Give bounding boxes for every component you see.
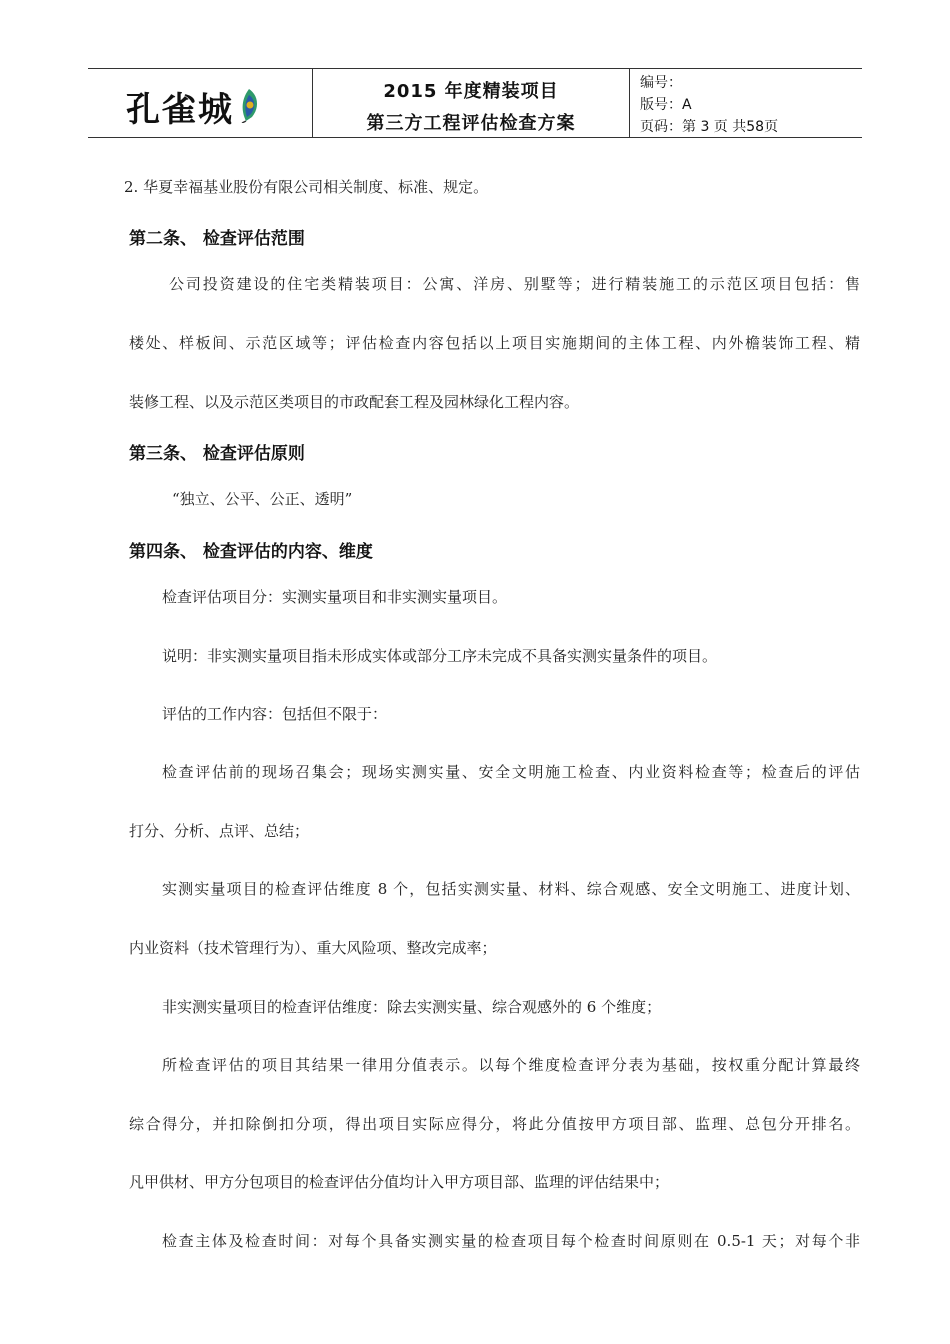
doc-version: 版号：A [640,97,692,113]
article-4-para7-line1: 所检查评估的项目其结果一律用分值表示。以每个维度检查评分表为基础，按权重分配计算最终 [162,1056,860,1074]
list-item-2: 2. 华夏幸福基业股份有限公司相关制度、标准、规定。 [124,178,489,196]
article-4-para3: 评估的工作内容：包括但不限于： [162,705,388,723]
article-4-para7-line3: 凡甲供材、甲方分包项目的检查评估分值均计入甲方项目部、监理的评估结果中； [129,1173,670,1191]
article-4-para8-line1: 检查主体及检查时间：对每个具备实测实量的检查项目每个检查时间原则在 0.5-1 天；对每个非 [162,1232,860,1250]
article-4-para2: 说明：非实测实量项目指未形成实体或部分工序未完成不具备实测实量条件的项目。 [162,647,718,665]
article-2-line1: 公司投资建设的住宅类精装项目：公寓、洋房、别墅等；进行精装施工的示范区项目包括：售 [169,275,860,293]
article-3-heading: 第三条、 检查评估原则 [129,444,305,464]
article-4-para4-line1: 检查评估前的现场召集会；现场实测实量、安全文明施工检查、内业资料检查等；检查后的评估 [162,763,860,781]
article-4-para5-line2: 内业资料（技术管理行为）、重大风险项、整改完成率； [129,939,497,957]
article-4-para1: 检查评估项目分：实测实量项目和非实测实量项目。 [162,588,508,606]
article-2-heading: 第二条、 检查评估范围 [129,229,305,249]
article-3-principle: “独立、公平、公正、透明” [172,490,353,508]
title-cell [312,69,630,137]
page-number: 页码：第 3 页 共58页 [640,119,779,135]
article-4-para4-line2: 打分、分析、点评、总结； [129,822,310,840]
peacock-feather-icon [236,87,262,123]
logo-cell [88,69,312,137]
meta-cell [630,69,862,137]
document-header [88,68,862,138]
doc-code: 编号： [640,75,682,91]
article-2-line3: 装修工程、以及示范区类项目的市政配套工程及园林绿化工程内容。 [129,393,580,411]
header-title-line2: 第三方工程评估检查方案 [366,113,576,134]
company-logo [126,89,262,129]
logo-text: 孔雀城 [126,90,234,130]
article-4-para6: 非实测实量项目的检查评估维度：除去实测实量、综合观感外的 6 个维度； [162,998,662,1016]
article-4-para5-line1: 实测实量项目的检查评估维度 8 个，包括实测实量、材料、综合观感、安全文明施工、进度计划、 [162,880,860,898]
article-4-heading: 第四条、 检查评估的内容、维度 [129,542,373,562]
article-4-para7-line2: 综合得分，并扣除倒扣分项，得出项目实际应得分，将此分值按甲方项目部、监理、总包分开排名。 [129,1115,860,1133]
article-2-line2: 楼处、样板间、示范区域等；评估检查内容包括以上项目实施期间的主体工程、内外檐装饰工程、精 [129,334,860,352]
header-title-line1: 2015 年度精装项目 [383,81,559,102]
